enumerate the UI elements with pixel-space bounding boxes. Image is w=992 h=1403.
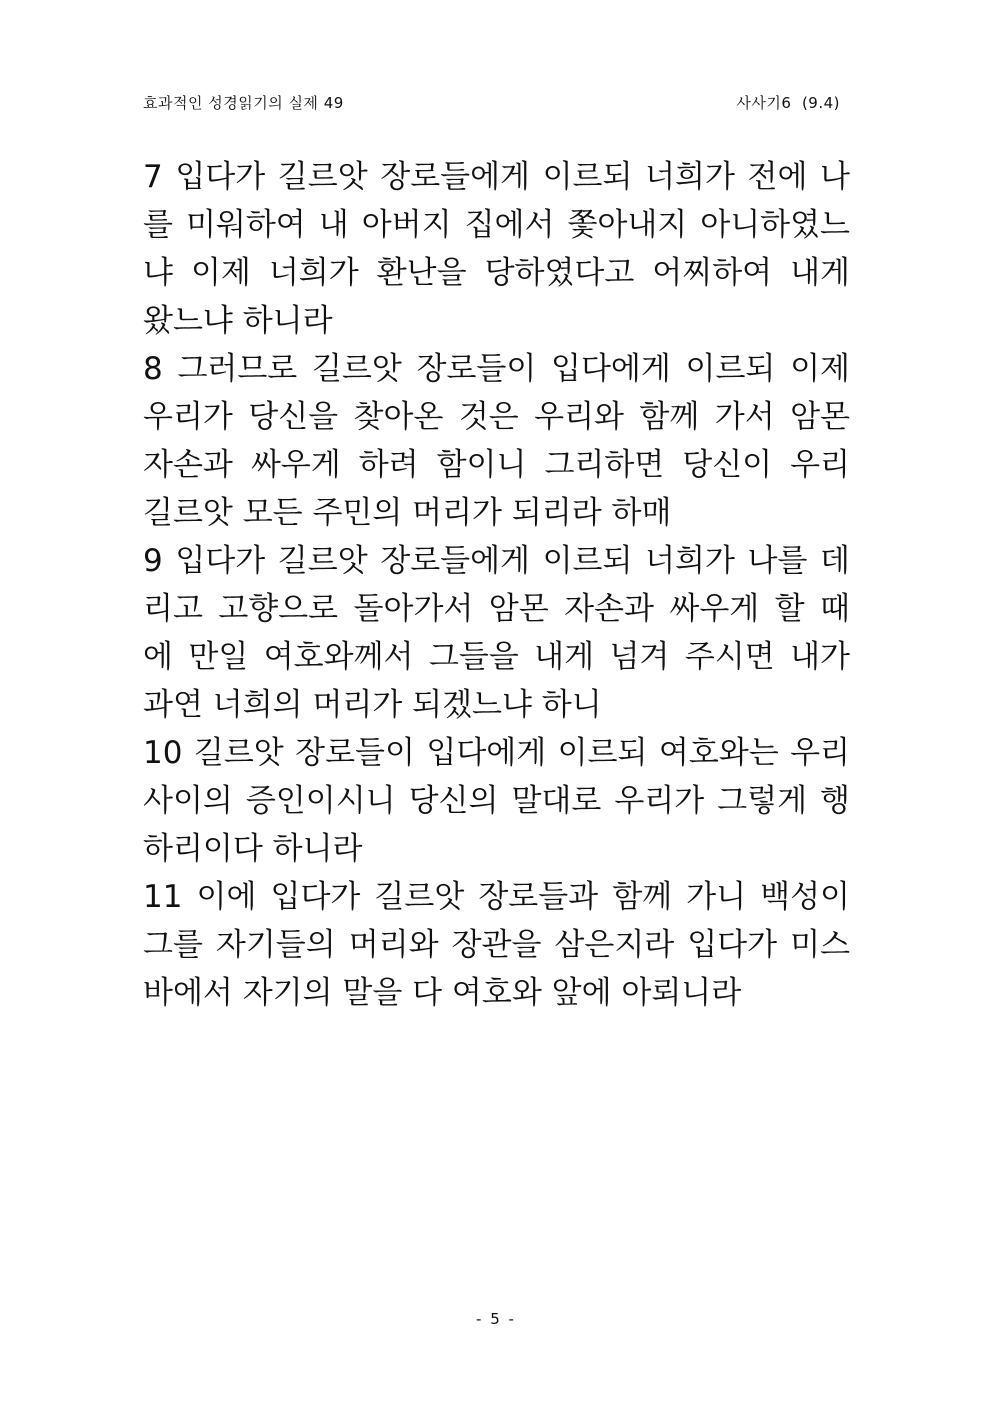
text-line: 과연 너희의 머리가 되겠느냐 하니 <box>143 687 602 723</box>
text-line: 길르앗 모든 주민의 머리가 되리라 하매 <box>143 495 672 531</box>
text-line: 그를 자기들의 머리와 장관을 삼은지라 입다가 미스 <box>143 927 850 963</box>
text-line: 냐 이제 너희가 환난을 당하였다고 어찌하여 내게 <box>143 255 850 291</box>
text-line: 를 미워하여 내 아버지 집에서 쫓아내지 아니하였느 <box>143 207 850 243</box>
text-line: 7 입다가 길르앗 장로들에게 이르되 너희가 전에 나 <box>143 159 850 195</box>
text-line: 10 길르앗 장로들이 입다에게 이르되 여호와는 우리 <box>143 735 850 771</box>
text-line: 우리가 당신을 찾아온 것은 우리와 함께 가서 암몬 <box>143 399 850 435</box>
text-line: 에 만일 여호와께서 그들을 내게 넘겨 주시면 내가 <box>143 639 850 675</box>
text-line: 자손과 싸우게 하려 함이니 그리하면 당신이 우리 <box>143 447 850 483</box>
scripture-text <box>143 153 850 1017</box>
page-number: - 5 - <box>476 1310 516 1328</box>
text-line: 리고 고향으로 돌아가서 암몬 자손과 싸우게 할 때 <box>143 591 850 627</box>
text-line: 11 이에 입다가 길르앗 장로들과 함께 가니 백성이 <box>143 879 850 915</box>
text-line: 8 그러므로 길르앗 장로들이 입다에게 이르되 이제 <box>143 351 850 387</box>
header-chapter-ref: 사사기6 (9.4) <box>736 94 840 112</box>
header-book-title: 효과적인 성경읽기의 실제 49 <box>143 94 344 112</box>
text-line: 바에서 자기의 말을 다 여호와 앞에 아뢰니라 <box>143 975 742 1011</box>
text-line: 왔느냐 하니라 <box>143 303 333 339</box>
text-line: 사이의 증인이시니 당신의 말대로 우리가 그렇게 행 <box>143 783 850 819</box>
text-line: 9 입다가 길르앗 장로들에게 이르되 너희가 나를 데 <box>143 543 850 579</box>
text-line: 하리이다 하니라 <box>143 831 363 867</box>
